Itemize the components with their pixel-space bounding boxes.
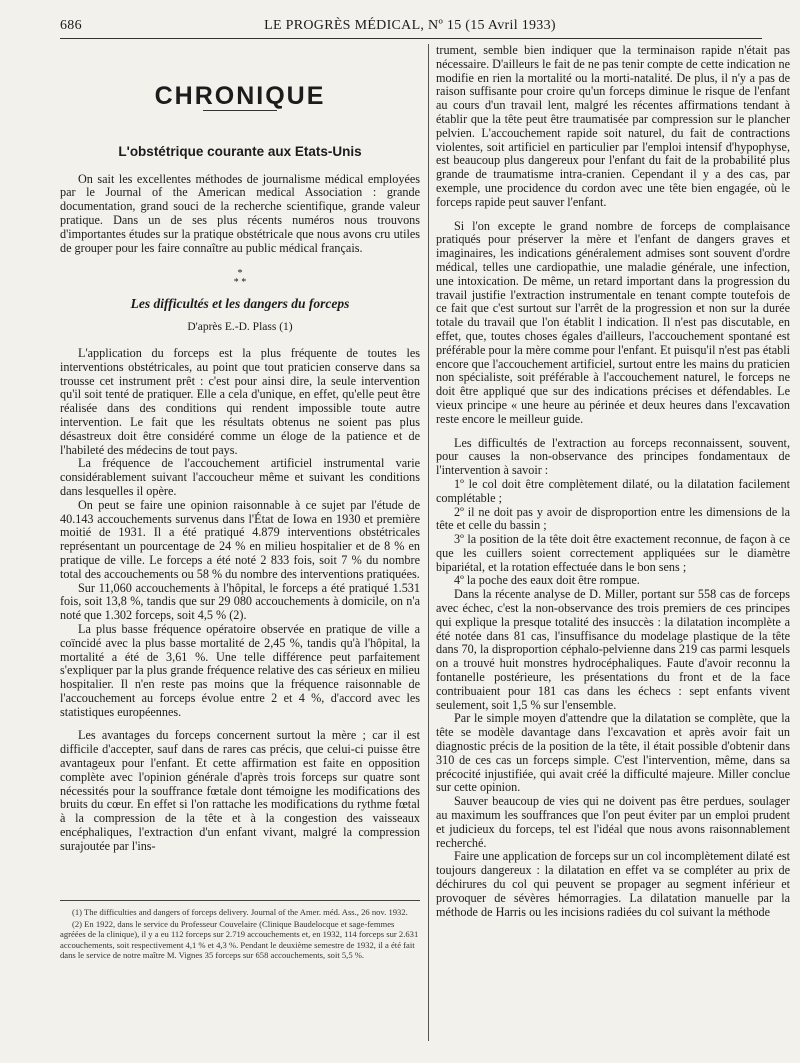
paragraph: 3º la position de la tête doit être exactement reconnue, de façon à ce que les cuillers soient correctement appliquées sur le diamètre bipariétal, et la rotation effectuée dans le bon sens ;: [436, 532, 790, 574]
paragraph: On peut se faire une opinion raisonnable à ce sujet par l'étude de 40.143 accouchements survenus dans l'État de Iowa en 1930 et première moitié de 1931. Il a été pratiqué 4.879 interventions obstétricales représentant un pourcentage de 24 % en milieu hospitalier et de 8 % en pratique de ville. Le forceps a été noté 2 833 fois, soit 7 % du nombre total des accouchements ou 58 % du nombre des interventions pratiquées.: [60, 497, 420, 581]
footnote: (1) The difficulties and dangers of forceps delivery. Journal of the Amer. méd. Ass., 26 nov. 1932.: [72, 907, 408, 917]
paragraph: 2º il ne doit pas y avoir de disproportion entre les dimensions de la tête et celle du bassin ;: [436, 504, 790, 533]
article-byline: D'après E.-D. Plass (1): [187, 321, 293, 334]
paragraph: trument, semble bien indiquer que la terminaison rapide n'était pas nécessaire. D'ailleurs le fait de ne pas tenir compte de cette indication ne modifie en rien la mortalité ou la morti-natalité. De plus, il n'y a pas de raison suffisante pour croire qu'un forceps diminue le risque de l'enfant au cours d'un travail lent, malgré les récentes affirmations tendant à établir que la tête peut être traumatisée par compression sur le plancher pelvien. L'accouchement rapide soit naturel, du fait de contractions violentes, soit artificiel en particulier par l'emploi intensif d'hypophyse, est beaucoup plus dangereux pour l'enfant du fait de la probabilité plus grande de traumatisme intra-cranien. Cependant il y a des cas, par exemple, une procidence du cordon avec une tête bien engagée, où le forceps rapide peut sauver l'enfant.: [436, 43, 790, 209]
footnotes: [60, 900, 420, 962]
paragraph: Sur 11,060 accouchements à l'hôpital, le forceps a été pratiqué 1.531 fois, soit 13,8 %, tandis que sur 29 080 accouchements à domicile, on n'a noté que 1.302 forceps, soit 4,5 % (2).: [60, 580, 420, 623]
paragraph: Dans la récente analyse de D. Miller, portant sur 558 cas de forceps avec échec, c'est la non-observance des trois premiers de ces principes qui explique la presque totalité des insuccès : la dilatation incomplète a été notée dans 81 cas, l'insuffisance du modelage plastique de la tête dans 70, la disproportion céphalo-pelvienne dans 219 cas parmi lesquels on a trouvé huit monstres hydrocéphaliques. Faute d'avoir reconnu la fontanelle postérieure, les présentations du front et de la face contribuaient pour 181 cas dans les échecs : sept enfants vivent seulement, soit 1,5 % sur l'ensemble.: [436, 587, 790, 712]
paragraph: L'application du forceps est la plus fréquente de toutes les interventions obstétricales, au point que tout praticien conserve dans sa trousse cet instrument prêt : c'est pour ainsi dire, la seule intervention qu'il soit tenté de pratiquer. Elle a cela d'unique, en effet, qu'elle peut être réalisée dans des conditions qui rendent impossible toute autre intervention. Le fait que les résultats obtenus ne soient pas plus désastreux doit être considéré comme un éloge de la patience et de l'habileté des médecins de tout pays.: [60, 345, 420, 457]
paragraph: Si l'on excepte le grand nombre de forceps de complaisance pratiqués pour préserver la mère et l'enfant de dangers graves et imaginaires, les indications généralement admises sont souvent d'ordre médical, telles une cardiopathie, une maladie générale, une infection, une intoxication. De même, un retard important dans la progression du travail justifie l'extraction instrumentale en tenant compte toutefois de ce fait que c'est surtout sur l'arrêt de la progression et non sur la durée totale du travail que l'on établit l indication. Il n'est pas discutable, en effet, que, toutes choses égales d'ailleurs, l'accouchement spontané est préférable pour la mère comme pour l'enfant. Et puisqu'il n'est pas établi encore que l'accouchement artificiel, surtout entre les mains du praticien non spécialiste, soit préférable à l'accouchement naturel, le forceps ne doit être appliqué que sur des indications précises et défendables. Le vieux principe « une heure au périnée et deux heures dans l'excavation reste encore le meilleur guide.: [436, 218, 790, 426]
page-number: 686: [60, 18, 82, 33]
intro-paragraph: On sait les excellentes méthodes de journalisme médical employées par le Journal of the American medical Association : grande documentation, grand souci de la recherche scientifique, grande valeur pratique. Dans un de ses plus récents numéros nous trouvons d'importantes études sur la pratique obstétricale que nous avons cru utiles de grouper pour les faire connaître au public médical français.: [60, 171, 420, 255]
paragraph: Faire une application de forceps sur un col incomplètement dilaté est toujours dangereux : la dilatation en effet va se compléter au prix de déchirures du col qui peuvent se propager au segment inférieur et provoquer de sévères hémorragies. La dilatation manuelle par la méthode de Harris ou les incisions radiées du col suivant la méthode: [436, 849, 790, 919]
paragraph: La plus basse fréquence opératoire observée en pratique de ville a coïncidé avec la plus basse mortalité de 2,45 %, tandis qu'à l'hôpital, la mortalité a été de 3,61 %. Une telle différence peut parfaitement s'expliquer par la plus grande fréquence relative des cas sérieux en milieu hospitalier. Il n'en reste pas moins que la fréquence raisonnable de l'accouchement au forceps évolue entre 2 et 4 %, d'accord avec les statistiques européennes.: [60, 621, 420, 719]
running-title: LE PROGRÈS MÉDICAL, Nº 15 (15 Avril 1933): [264, 18, 556, 33]
paragraph: Les avantages du forceps concernent surtout la mère ; car il est difficile d'accepter, sauf dans de rares cas précis, que celui-ci puisse être avantageux pour l'enfant. Et cette affirmation est faite en opposition complète avec l'opinion générale d'après trois forceps sur quatre sont nécessités pour la souffrance fœtale dont témoigne les modifications des bruits du cœur. En effet si l'on rattache les modifications du rythme fœtal à la compression de la tête et à la congestion des vaisseaux encéphaliques, l'extraction d'un enfant vivant, malgré la compression surajoutée par l'ins-: [60, 728, 420, 853]
paragraph: 1º le col doit être complètement dilaté, ou la dilatation facilement complétable ;: [436, 476, 790, 505]
article-title: Les difficultés et les dangers du forceps: [130, 296, 350, 312]
paragraph: Par le simple moyen d'attendre que la dilatation se complète, que la tête se modèle davantage dans l'excavation et après avoir fait un diagnostic précis de la position de la tête, il était possible d'obtenir dans 310 de ces cas un forceps simple. C'est l'intervention, même, dans sa précocité injustifiée, qui avait créé la difficulté majeure. Miller conclue sur cette opinion.: [436, 711, 790, 795]
right-column: [436, 44, 790, 919]
paragraph: 4º la poche des eaux doit être rompue.: [454, 573, 640, 588]
paragraph: Sauver beaucoup de vies qui ne doivent pas être perdues, soulager au maximum les souffrances que l'on peut éviter par un emploi prudent et judicieux du forceps, tel est l'idéal que nous avons raisonnablement recherché.: [436, 794, 790, 850]
section-title: CHRONIQUE: [154, 82, 326, 110]
paragraph: Les difficultés de l'extraction au forceps reconnaissent, souvent, pour causes la non-observance des principes fondamentaux de l'intervention à savoir :: [436, 435, 790, 478]
column-divider: [428, 44, 429, 1041]
paragraph: La fréquence de l'accouchement artificiel instrumental varie considérablement suivant l'accoucheur même et suivant les conditions dans lesquelles il opère.: [60, 456, 420, 498]
page-header: [60, 14, 760, 36]
subheading: L'obstétrique courante aux Etats-Unis: [118, 143, 362, 159]
left-column: [60, 44, 420, 854]
asterism: * * *: [233, 268, 247, 289]
header-rule: [60, 38, 762, 39]
footnote: (2) En 1922, dans le service du Professeur Couvelaire (Clinique Baudelocque et sage-femmes agréées de la clinique), il y a eu 112 forceps sur 2.719 accouchements et, en 1932, 114 forceps sur 2.631 accouchements, soit respectivement 4,1 % et 4,3 %. Pendant le deuxième semestre de 1932, il a été fait dans le service de notre maître M. Vignes 35 forceps sur 658 accouchements, soit 5,5 %.: [60, 918, 419, 961]
